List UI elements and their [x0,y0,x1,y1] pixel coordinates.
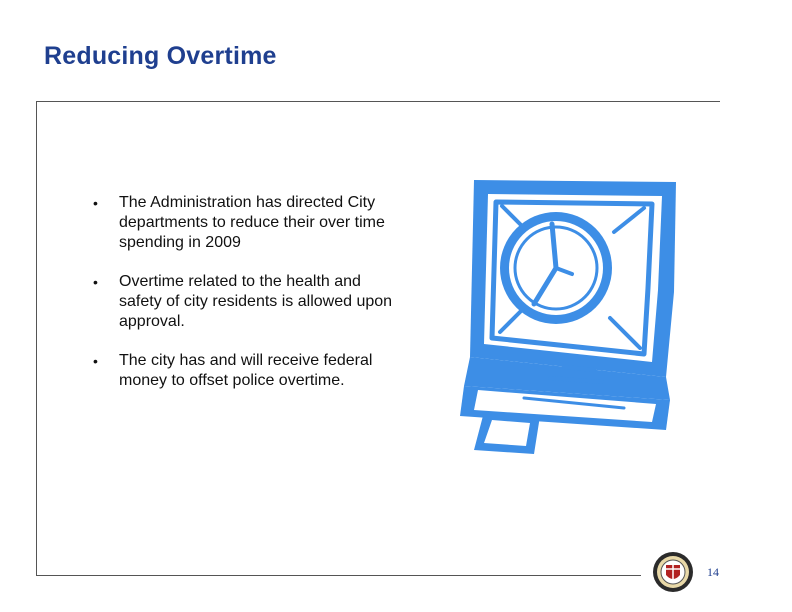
bullet-text: The Administration has directed City departments to reduce their over time spending in 2009 [119,194,385,251]
bullet-dot: • [93,195,98,211]
frame-top-rule [36,101,720,102]
bullet-item [93,351,393,391]
bullet-dot: • [93,353,98,369]
page-number: 14 [707,565,719,579]
time-clock-machine-icon [444,172,684,462]
bullet-text: Overtime related to the health and safety of city residents is allowed upon approval. [119,273,393,330]
city-seal-logo [652,551,694,593]
bullet-dot: • [93,274,98,290]
frame-left-rule [36,101,37,575]
bullet-text: The city has and will receive federal money to offset police overtime. [119,352,373,389]
frame-bottom-rule [36,575,641,576]
bullet-item [93,272,393,332]
bullet-list [93,193,393,410]
bullet-item [93,193,393,253]
slide-title: Reducing Overtime [44,42,277,70]
